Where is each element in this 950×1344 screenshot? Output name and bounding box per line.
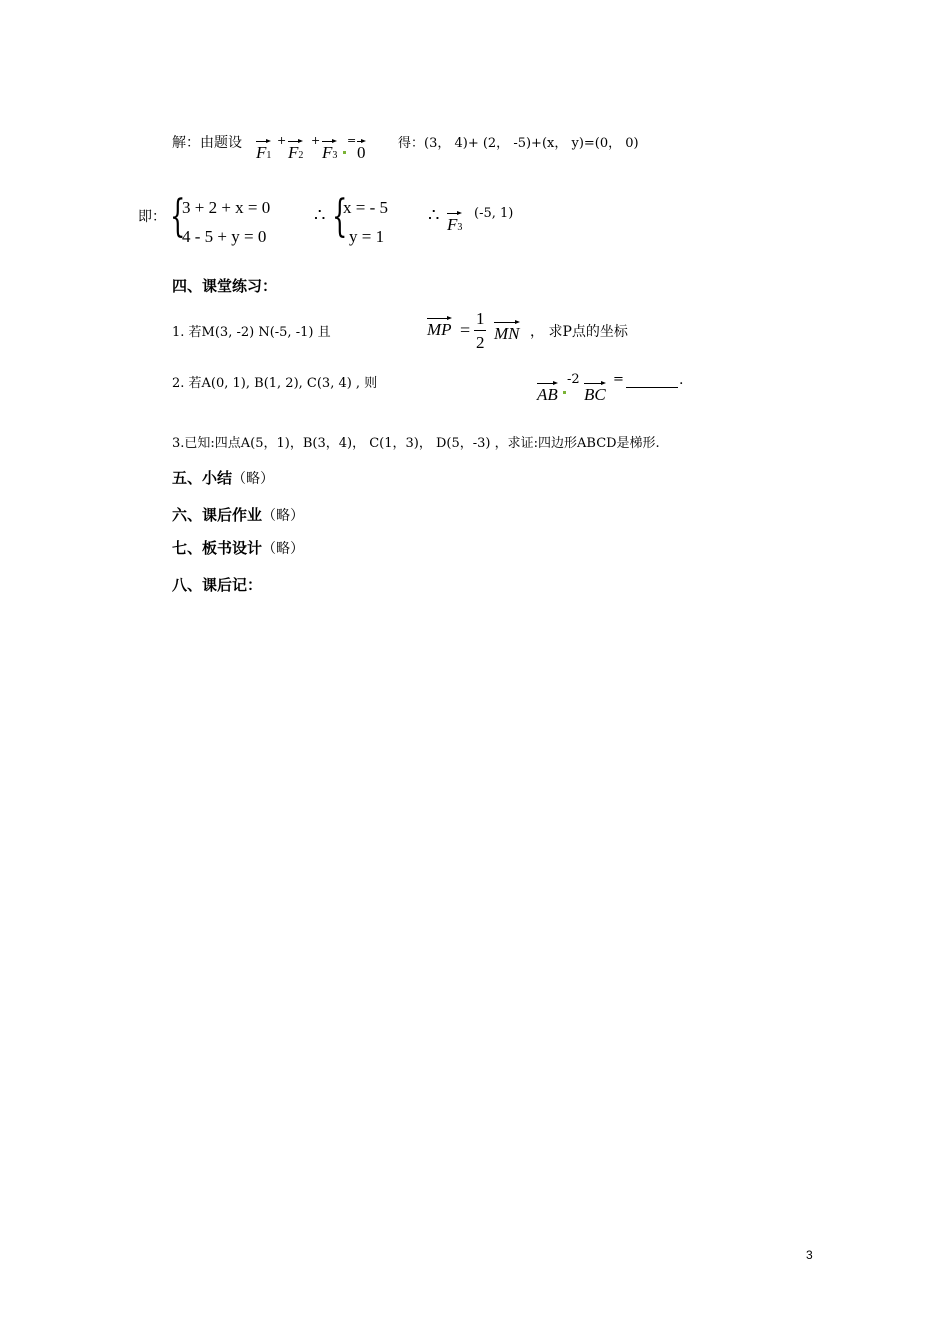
vector-MP: MP <box>427 320 452 340</box>
equals-sign: = <box>347 134 357 147</box>
green-marker <box>343 151 346 154</box>
practice-heading: 四、课堂练习： <box>172 277 278 295</box>
sentence-end: . <box>679 372 684 388</box>
page-number: 3 <box>806 1248 813 1262</box>
vector-MN: MN <box>494 324 520 344</box>
fraction-numerator: 1 <box>476 309 485 328</box>
plus-sign: + <box>311 134 321 147</box>
vector-arrow-icon <box>256 139 271 145</box>
vector-F3: F3 <box>322 143 337 163</box>
green-marker <box>563 391 566 394</box>
question-3-text: 3.已知:四点A(5，1)，B(3，4)， C(1，3)， D(5，-3) ，求证:四边形ABCD是梯形. <box>172 436 660 451</box>
F3-coordinates: (-5, 1) <box>474 206 514 221</box>
equation-1: 3 + 2 + x = 0 <box>182 198 271 217</box>
plus-sign: + <box>277 134 287 147</box>
vector-arrow-icon <box>427 316 452 322</box>
vector-BC: BC <box>584 385 606 405</box>
vector-arrow-icon <box>537 381 558 387</box>
section-homework: 六、课后作业（略） <box>172 506 305 524</box>
section-reflection: 八、课后记： <box>172 576 263 594</box>
system-prefix: 即： <box>138 209 166 225</box>
left-brace-icon: { <box>170 191 186 242</box>
coefficient: -2 <box>567 372 580 387</box>
left-brace-icon: { <box>332 191 348 242</box>
solution-y: y = 1 <box>349 227 385 246</box>
answer-blank <box>626 387 678 388</box>
solution-x: x = - 5 <box>343 198 388 217</box>
solution-result: 得：(3， 4)+ (2， -5)+(x， y)=(0， 0) <box>398 136 639 151</box>
vector-arrow-icon <box>584 381 606 387</box>
question-1-tail: ， 求P点的坐标 <box>530 324 628 340</box>
question-2-text: 2. 若A(0, 1), B(1, 2), C(3, 4) , 则 <box>172 376 378 391</box>
vector-arrow-icon <box>322 139 337 145</box>
question-1-text: 1. 若M(3, -2) N(-5, -1) 且 <box>172 325 331 340</box>
vector-F2: F2 <box>288 143 303 163</box>
vector-arrow-icon <box>447 211 462 217</box>
therefore-symbol: ∴ <box>314 205 326 225</box>
equation-2: 4 - 5 + y = 0 <box>182 227 267 246</box>
section-board-design: 七、板书设计（略） <box>172 539 305 557</box>
vector-arrow-icon <box>288 139 303 145</box>
vector-AB: AB <box>537 385 558 405</box>
section-summary: 五、小结（略） <box>172 469 275 487</box>
vector-arrow-icon <box>494 320 520 326</box>
fraction-bar <box>474 330 486 331</box>
vector-arrow-icon <box>357 139 366 145</box>
zero-vector: 0 <box>357 143 366 163</box>
equals-sign: = <box>613 372 624 387</box>
equals-sign: = <box>460 320 471 340</box>
solution-intro: 解：由题设 <box>172 135 242 151</box>
fraction-denominator: 2 <box>476 333 485 352</box>
vector-F1: F1 <box>256 143 271 163</box>
therefore-symbol: ∴ <box>428 205 440 225</box>
vector-F3-result: F3 <box>447 215 462 235</box>
